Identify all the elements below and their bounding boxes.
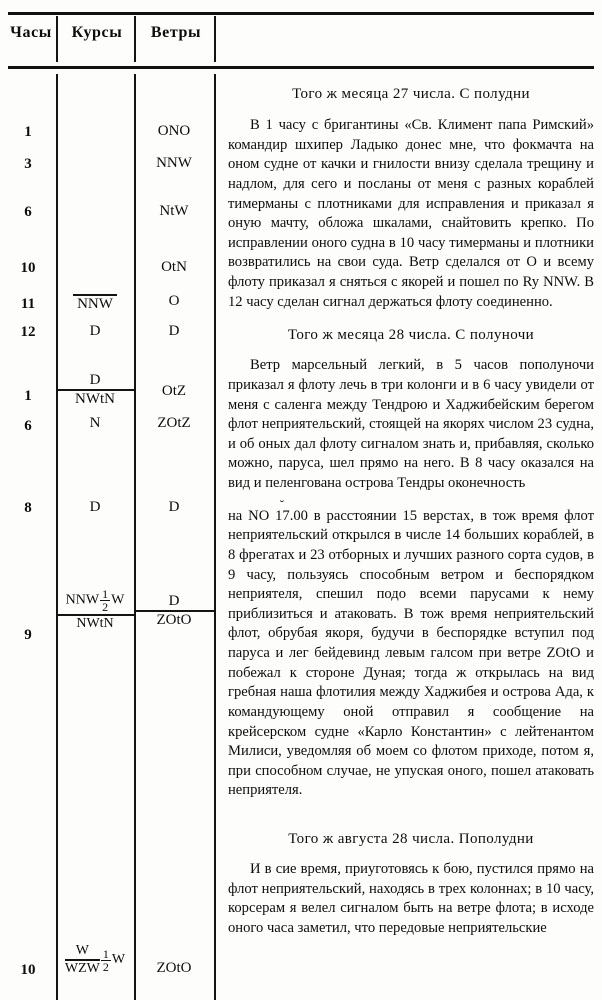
wind-cell: O	[168, 293, 180, 309]
course-fraction-cell	[56, 944, 134, 976]
wind-cell: OtN	[161, 259, 187, 275]
table-row-hour: 3	[24, 156, 32, 172]
wind-fraction-cell	[134, 594, 214, 628]
course-cell: D	[89, 499, 101, 515]
body-column-rule-1	[56, 74, 58, 1000]
course-direction-tail: W	[111, 952, 126, 968]
course-fraction-cell	[56, 588, 134, 631]
wind-cell: ONO	[157, 123, 191, 139]
bearing-prefix: на NO	[228, 507, 276, 524]
course-value: NNW	[73, 294, 117, 313]
column-header-courses: Курсы	[71, 24, 123, 41]
course-fraction-denominator: NWtN	[76, 616, 114, 631]
table-row-hour: 8	[24, 500, 32, 516]
wind-fraction-numerator: D	[134, 594, 214, 612]
wind-cell: ZOtO	[156, 960, 192, 976]
paragraph-4: И в сие время, приуготовясь к бою, пустился прямо на флот неприятельский, находясь в трех колоннах; в 10 часу, корсерам я велел сигналом быть на ветре флота; в исходе оного часа заметил, что передовые неприятельские	[228, 861, 594, 936]
wind-cell: NtW	[159, 203, 189, 219]
header-rule-top	[8, 12, 594, 15]
wind-cell: D	[168, 499, 180, 515]
header-column-rule-2	[134, 16, 136, 62]
bearing-value: ˘ 17	[275, 507, 290, 527]
course-fraction-denominator: NWtN	[75, 391, 115, 407]
course-cell: N	[89, 415, 101, 431]
course-cell-overlined	[56, 294, 134, 313]
header-column-rule-3	[214, 16, 216, 62]
course-cell: D	[89, 323, 101, 339]
wind-cell: D	[168, 323, 180, 339]
header-column-rule-1	[56, 16, 58, 62]
course-fraction-numerator	[56, 588, 134, 616]
course-fraction-numerator: D	[56, 373, 134, 391]
wind-cell: NNW	[156, 155, 192, 171]
paragraph-3-rest: .00 в расстоянии 15 верстах, в тож время флот неприятельский открылся в числе 14 больших кораблей, в 8 фрегатах и 23 отборных и лучших разного сорта судов, в 9 часу, пользуясь способным ветром и беспорядком неприятеля, спешил подо всеми парусами к нему приблизиться и атаковать. В тож время неприятельский флот, обрубая якоря, будучи в беспорядке вступил под паруса и лег бейдевинд левым галсом при ветре ZOtO и побежал к стороне Дуная; тогда ж открылась на вид гребная наша флотилия между Хаджибея и острова Ада, к командующему оной отправил я сообщение на крейсерском судне «Карло Константин» с лейтенантом Милиси, уведомляя об моем со флотом приходе, потом я, при способном случае, не упуская оного, пошел атаковать неприятеля.	[228, 507, 594, 799]
paragraph-3	[228, 507, 594, 801]
fraction-numerator: 1	[102, 587, 109, 601]
paragraph-2: Ветр марсельный легкий, в 5 часов пополуночи приказал я флоту лечь в три колонги и в 6 часу увидели от меня с саленга между Тендрою и Хаджибейским берегом флот неприятельский, стоящей на якорях числом 23 судна, и об оных дал флоту сигналом знать и, прибавляя, сколько можно, паруса, шел прямо на него. В 8 часу оказался на вид и пеленгована острова Тендры оконечность	[228, 357, 594, 491]
half-fraction	[100, 588, 110, 613]
section-heading-1: Того ж месяца 27 числа. С полудни	[292, 86, 530, 102]
table-row-hour: 12	[20, 324, 36, 340]
column-header-winds: Ветры	[150, 24, 202, 41]
table-row-hour: 6	[24, 204, 32, 220]
body-column-rule-3	[214, 74, 216, 1000]
course-fraction-cell	[56, 373, 134, 407]
table-row-hour: 10	[20, 962, 36, 978]
paragraph-1: В 1 часу с бригантины «Св. Климент папа Римский» командир шхипер Ладыко донес мне, что фокмачта на оном судне от качки и гнилости внизу сделала трещину и надлом, для сего и посланы от меня с разных кораблей тимерманы с плотниками для исправления и приказал я оную мачту, обложа шкалами, снайтовить крепко. По исправлении оного судна в 10 часу тимерманы и плотники возвратились на свои суда. Ветр сделался от О и всему флоту приказал я сняться с якорей и пошел по Ry NNW. В 12 часу сделан сигнал держаться флоту соединенно.	[228, 117, 594, 310]
fraction-denominator: 2	[102, 600, 109, 614]
table-row-hour: 1	[24, 124, 32, 140]
section-heading-2: Того ж месяца 28 числа. С полуночи	[287, 327, 535, 344]
course-fraction	[65, 944, 100, 976]
wind-cell: OtZ	[161, 383, 187, 399]
column-header-hours: Часы	[10, 24, 52, 41]
table-row-hour: 9	[24, 627, 32, 643]
course-direction-tail: W	[111, 592, 125, 608]
header-rule-bottom	[8, 66, 594, 69]
wind-fraction-denominator: ZOtO	[156, 612, 192, 628]
table-row-hour: 10	[20, 260, 36, 276]
fraction-denominator: 2	[102, 959, 109, 974]
course-fraction-numerator: W	[65, 944, 100, 961]
table-row-hour: 1	[24, 388, 32, 404]
course-fraction-denominator: WZW	[64, 961, 100, 976]
table-row-hour: 11	[20, 296, 36, 312]
table-header	[0, 0, 602, 70]
course-direction: NNW	[65, 592, 100, 608]
document-text-column	[228, 74, 594, 939]
section-heading-3: Того ж августа 28 числа. Пополудни	[288, 831, 534, 847]
fraction-numerator: 1	[102, 946, 109, 961]
half-fraction	[101, 948, 111, 973]
wind-cell: ZOtZ	[157, 415, 191, 431]
table-row-hour: 6	[24, 418, 32, 434]
